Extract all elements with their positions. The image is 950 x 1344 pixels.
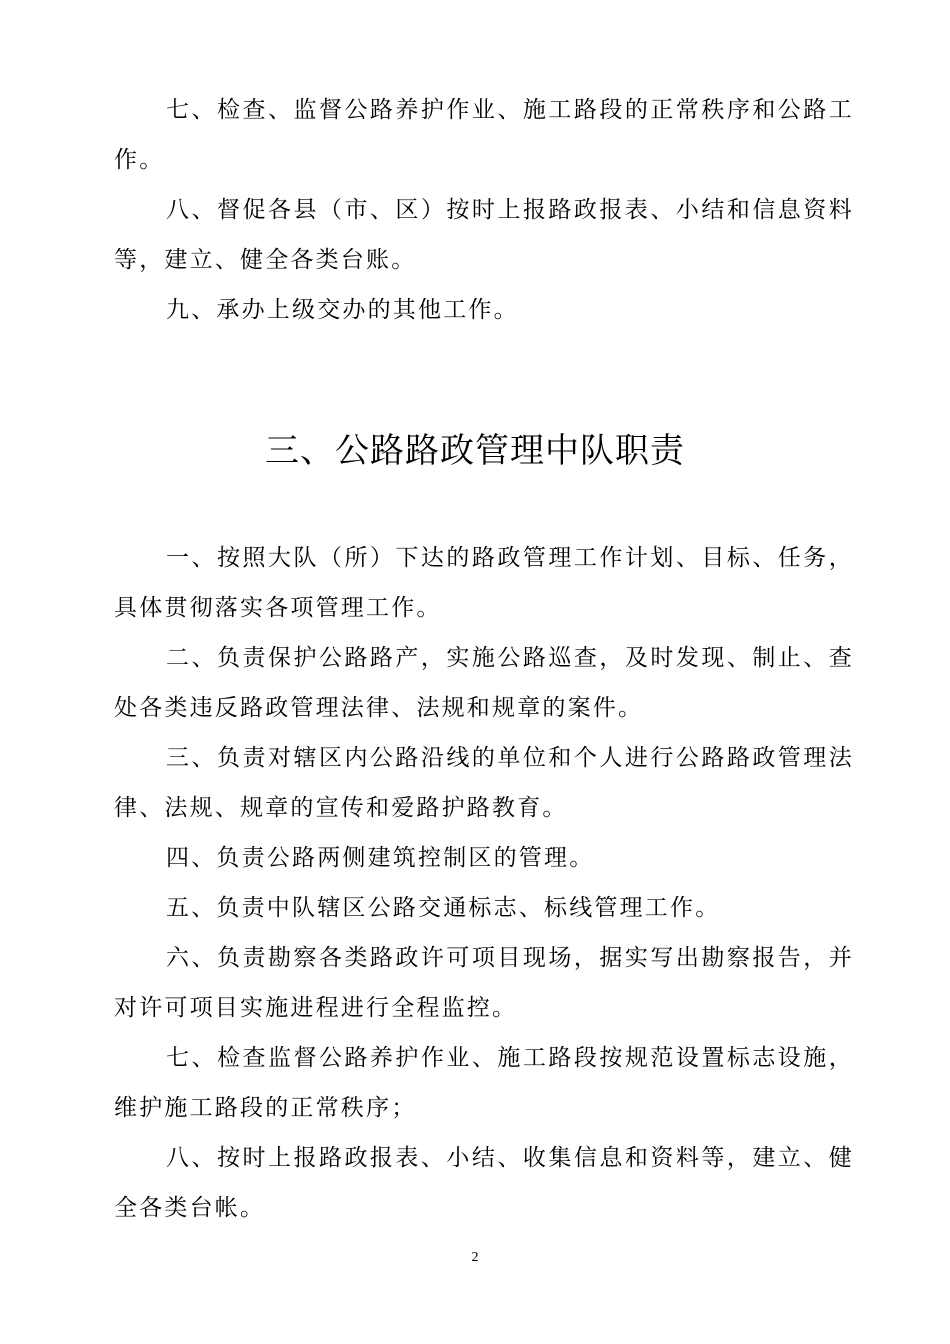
squad-duty-item-5: 五、负责中队辖区公路交通标志、标线管理工作。 bbox=[166, 895, 721, 921]
duty-item-9: 九、承办上级交办的其他工作。 bbox=[166, 297, 519, 323]
squad-duty-item-3: 三、负责对辖区内公路沿线的单位和个人进行公路路政管理法律、法规、规章的宣传和爱路护路教育。 bbox=[114, 745, 854, 821]
squad-duty-item-6: 六、负责勘察各类路政许可项目现场，据实写出勘察报告，并对许可项目实施进程进行全程监控。 bbox=[114, 945, 854, 1021]
duty-item-7: 七、检查、监督公路养护作业、施工路段的正常秩序和公路工作。 bbox=[114, 97, 854, 173]
section-heading: 三、公路路政管理中队职责 bbox=[265, 431, 685, 471]
squad-duty-item-8: 八、按时上报路政报表、小结、收集信息和资料等，建立、健全各类台帐。 bbox=[114, 1145, 854, 1221]
squad-duty-item-4: 四、负责公路两侧建筑控制区的管理。 bbox=[166, 845, 595, 871]
squad-duty-item-1: 一、按照大队（所）下达的路政管理工作计划、目标、任务，具体贯彻落实各项管理工作。 bbox=[114, 545, 854, 621]
duty-item-8: 八、督促各县（市、区）按时上报路政报表、小结和信息资料等，建立、健全各类台账。 bbox=[114, 197, 854, 273]
page-number: 2 bbox=[471, 1250, 479, 1265]
squad-duty-item-2: 二、负责保护公路路产，实施公路巡查，及时发现、制止、查处各类违反路政管理法律、法规和规章的案件。 bbox=[114, 645, 854, 721]
squad-duty-item-7: 七、检查监督公路养护作业、施工路段按规范设置标志设施，维护施工路段的正常秩序； bbox=[114, 1045, 854, 1121]
